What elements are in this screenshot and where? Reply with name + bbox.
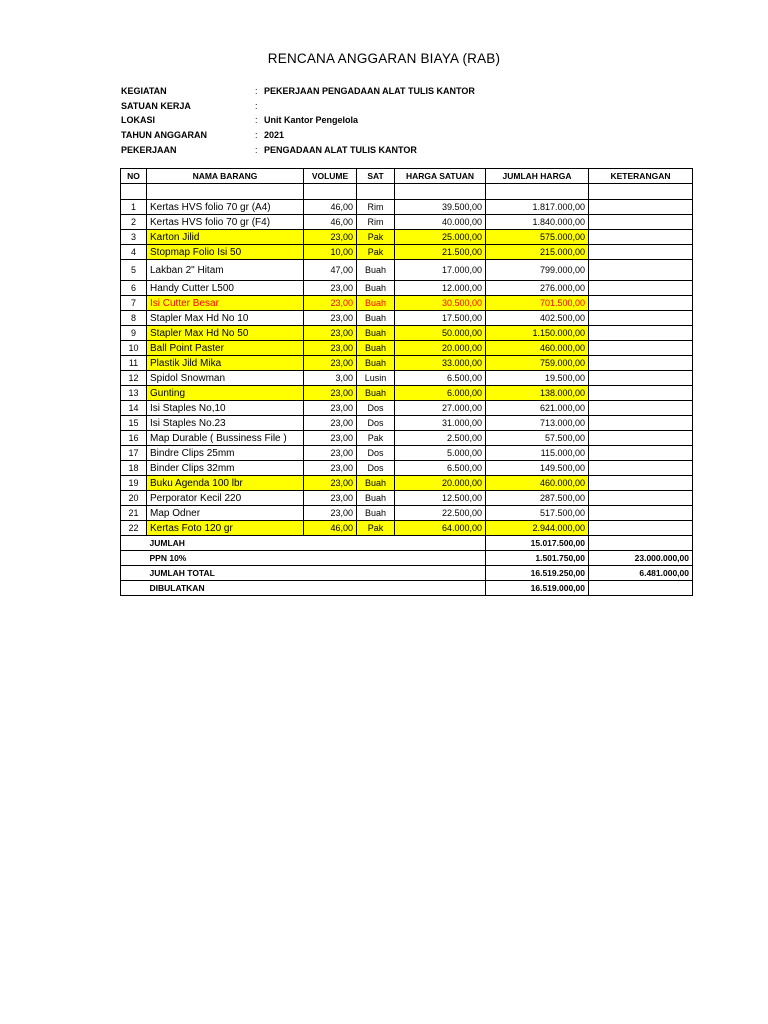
row-harga-satuan: 21.500,00 [395, 245, 486, 260]
row-keterangan [589, 506, 693, 521]
row-volume: 23,00 [304, 431, 357, 446]
row-volume: 23,00 [304, 461, 357, 476]
row-sat: Buah [357, 476, 395, 491]
info-label: SATUAN KERJA [121, 100, 191, 111]
empty-cell [589, 536, 693, 551]
row-keterangan [589, 341, 693, 356]
row-keterangan [589, 461, 693, 476]
empty-cell [395, 184, 486, 200]
row-nama-barang: Bindre Clips 25mm [147, 446, 304, 461]
row-volume: 3,00 [304, 371, 357, 386]
empty-cell [121, 184, 147, 200]
row-nama-barang: Isi Staples No,10 [147, 401, 304, 416]
table-row [121, 416, 693, 431]
empty-cell [121, 536, 147, 551]
spacer-row [121, 184, 693, 200]
jumlah-value: 15.017.500,00 [486, 536, 589, 551]
row-nama-barang: Stopmap Folio Isi 50 [147, 245, 304, 260]
row-nama-barang: Map Durable ( Bussiness File ) [147, 431, 304, 446]
empty-cell [147, 184, 304, 200]
row-sat: Pak [357, 521, 395, 536]
info-label: TAHUN ANGGARAN [121, 130, 207, 141]
row-harga-satuan: 6.500,00 [395, 461, 486, 476]
empty-cell [121, 566, 147, 581]
row-sat: Pak [357, 230, 395, 245]
row-sat: Buah [357, 356, 395, 371]
table-body [121, 184, 693, 536]
row-sat: Pak [357, 431, 395, 446]
empty-cell [121, 581, 147, 596]
table-row [121, 476, 693, 491]
info-row-lokasi [121, 113, 475, 128]
table-row [121, 326, 693, 341]
row-harga-satuan: 20.000,00 [395, 341, 486, 356]
info-value: PENGADAAN ALAT TULIS KANTOR [264, 144, 417, 155]
info-value: 2021 [264, 130, 285, 141]
row-jumlah-harga: 1.150.000,00 [486, 326, 589, 341]
row-harga-satuan: 17.000,00 [395, 260, 486, 281]
row-no: 2 [121, 215, 147, 230]
row-harga-satuan: 22.500,00 [395, 506, 486, 521]
row-no: 9 [121, 326, 147, 341]
row-no: 15 [121, 416, 147, 431]
jumlah-total-label: JUMLAH TOTAL [147, 566, 486, 581]
row-harga-satuan: 30.500,00 [395, 296, 486, 311]
row-nama-barang: Handy Cutter L500 [147, 281, 304, 296]
info-value: Unit Kantor Pengelola [264, 115, 359, 126]
row-nama-barang: Kertas HVS folio 70 gr (F4) [147, 215, 304, 230]
row-nama-barang: Isi Cutter Besar [147, 296, 304, 311]
row-no: 21 [121, 506, 147, 521]
row-no: 10 [121, 341, 147, 356]
jumlah-label: JUMLAH [147, 536, 486, 551]
info-colon: : [255, 130, 258, 141]
row-sat: Buah [357, 386, 395, 401]
row-volume: 23,00 [304, 386, 357, 401]
header-keterangan: KETERANGAN [589, 169, 693, 184]
table-row [121, 356, 693, 371]
row-volume: 47,00 [304, 260, 357, 281]
row-keterangan [589, 230, 693, 245]
table-row [121, 401, 693, 416]
info-block [121, 84, 475, 157]
row-sat: Rim [357, 200, 395, 215]
table-row [121, 521, 693, 536]
table-header-row [121, 169, 693, 184]
row-volume: 23,00 [304, 446, 357, 461]
row-volume: 23,00 [304, 401, 357, 416]
row-harga-satuan: 12.500,00 [395, 491, 486, 506]
info-colon: : [255, 100, 258, 111]
row-no: 18 [121, 461, 147, 476]
total-row-jumlah [121, 536, 693, 551]
row-sat: Rim [357, 215, 395, 230]
info-label: KEGIATAN [121, 86, 167, 96]
row-sat: Lusin [357, 371, 395, 386]
header-jumlah-harga: JUMLAH HARGA [486, 169, 589, 184]
row-no: 17 [121, 446, 147, 461]
row-no: 14 [121, 401, 147, 416]
row-sat: Buah [357, 506, 395, 521]
row-volume: 23,00 [304, 341, 357, 356]
table-row [121, 461, 693, 476]
info-label: PEKERJAAN [121, 144, 177, 155]
header-sat: SAT [357, 169, 395, 184]
row-keterangan [589, 281, 693, 296]
row-keterangan [589, 245, 693, 260]
row-jumlah-harga: 701.500,00 [486, 296, 589, 311]
row-volume: 10,00 [304, 245, 357, 260]
row-keterangan [589, 311, 693, 326]
jumlah-total-value: 16.519.250,00 [486, 566, 589, 581]
row-harga-satuan: 20.000,00 [395, 476, 486, 491]
row-volume: 23,00 [304, 230, 357, 245]
info-colon: : [255, 144, 258, 155]
row-keterangan [589, 371, 693, 386]
row-no: 16 [121, 431, 147, 446]
table-row [121, 341, 693, 356]
table-row [121, 296, 693, 311]
row-harga-satuan: 40.000,00 [395, 215, 486, 230]
budget-table [120, 168, 693, 596]
table-row [121, 491, 693, 506]
row-sat: Buah [357, 326, 395, 341]
info-label: LOKASI [121, 115, 156, 126]
info-value: PEKERJAAN PENGADAAN ALAT TULIS KANTOR [264, 86, 475, 96]
row-jumlah-harga: 759.000,00 [486, 356, 589, 371]
header-harga-satuan: HARGA SATUAN [395, 169, 486, 184]
row-harga-satuan: 33.000,00 [395, 356, 486, 371]
total-row-ppn [121, 551, 693, 566]
table-row [121, 260, 693, 281]
row-no: 20 [121, 491, 147, 506]
table-row [121, 215, 693, 230]
row-no: 6 [121, 281, 147, 296]
document-title: RENCANA ANGGARAN BIAYA (RAB) [267, 51, 501, 66]
row-sat: Buah [357, 296, 395, 311]
row-jumlah-harga: 460.000,00 [486, 341, 589, 356]
row-volume: 46,00 [304, 200, 357, 215]
row-nama-barang: Plastik Jild Mika [147, 356, 304, 371]
table-row [121, 506, 693, 521]
row-volume: 23,00 [304, 281, 357, 296]
totals-body [121, 536, 693, 596]
row-harga-satuan: 6.000,00 [395, 386, 486, 401]
row-jumlah-harga: 138.000,00 [486, 386, 589, 401]
row-nama-barang: Perporator Kecil 220 [147, 491, 304, 506]
info-row-tahun-anggaran [121, 128, 475, 143]
row-harga-satuan: 27.000,00 [395, 401, 486, 416]
row-keterangan [589, 200, 693, 215]
empty-cell [486, 184, 589, 200]
row-no: 11 [121, 356, 147, 371]
row-sat: Buah [357, 491, 395, 506]
row-keterangan [589, 356, 693, 371]
row-nama-barang: Map Odner [147, 506, 304, 521]
row-keterangan [589, 431, 693, 446]
row-no: 13 [121, 386, 147, 401]
row-volume: 23,00 [304, 296, 357, 311]
row-jumlah-harga: 621.000,00 [486, 401, 589, 416]
row-harga-satuan: 5.000,00 [395, 446, 486, 461]
table-row [121, 230, 693, 245]
total-row-jumlah-total [121, 566, 693, 581]
row-volume: 46,00 [304, 521, 357, 536]
row-volume: 23,00 [304, 311, 357, 326]
row-volume: 23,00 [304, 326, 357, 341]
row-no: 8 [121, 311, 147, 326]
row-sat: Buah [357, 311, 395, 326]
row-no: 5 [121, 260, 147, 281]
row-keterangan [589, 296, 693, 311]
header-no: NO [121, 169, 147, 184]
row-jumlah-harga: 115.000,00 [486, 446, 589, 461]
row-volume: 23,00 [304, 491, 357, 506]
row-nama-barang: Lakban 2" Hitam [147, 260, 304, 281]
empty-cell [121, 551, 147, 566]
table-row [121, 245, 693, 260]
row-volume: 46,00 [304, 215, 357, 230]
table-row [121, 386, 693, 401]
row-sat: Buah [357, 341, 395, 356]
row-keterangan [589, 215, 693, 230]
row-harga-satuan: 17.500,00 [395, 311, 486, 326]
row-jumlah-harga: 460.000,00 [486, 476, 589, 491]
ppn-label: PPN 10% [147, 551, 486, 566]
row-sat: Buah [357, 281, 395, 296]
row-jumlah-harga: 713.000,00 [486, 416, 589, 431]
row-sat: Dos [357, 461, 395, 476]
row-keterangan [589, 386, 693, 401]
ppn-keterangan: 23.000.000,00 [589, 551, 693, 566]
row-nama-barang: Ball Point Paster [147, 341, 304, 356]
row-jumlah-harga: 517.500,00 [486, 506, 589, 521]
row-harga-satuan: 31.000,00 [395, 416, 486, 431]
info-row-satuan-kerja [121, 99, 475, 114]
row-jumlah-harga: 276.000,00 [486, 281, 589, 296]
row-keterangan [589, 491, 693, 506]
row-nama-barang: Kertas Foto 120 gr [147, 521, 304, 536]
row-keterangan [589, 401, 693, 416]
empty-cell [304, 184, 357, 200]
row-keterangan [589, 416, 693, 431]
table-row [121, 446, 693, 461]
row-keterangan [589, 326, 693, 341]
empty-cell [589, 184, 693, 200]
row-jumlah-harga: 149.500,00 [486, 461, 589, 476]
row-keterangan [589, 260, 693, 281]
table-row [121, 431, 693, 446]
row-jumlah-harga: 1.840.000,00 [486, 215, 589, 230]
row-nama-barang: Karton Jilid [147, 230, 304, 245]
header-volume: VOLUME [304, 169, 357, 184]
row-harga-satuan: 6.500,00 [395, 371, 486, 386]
ppn-value: 1.501.750,00 [486, 551, 589, 566]
row-sat: Dos [357, 446, 395, 461]
dibulatkan-value: 16.519.000,00 [486, 581, 589, 596]
row-no: 4 [121, 245, 147, 260]
row-no: 12 [121, 371, 147, 386]
row-no: 1 [121, 200, 147, 215]
row-no: 7 [121, 296, 147, 311]
row-sat: Dos [357, 401, 395, 416]
total-row-dibulatkan [121, 581, 693, 596]
empty-cell [589, 581, 693, 596]
row-volume: 23,00 [304, 356, 357, 371]
row-nama-barang: Stapler Max Hd No 10 [147, 311, 304, 326]
row-harga-satuan: 50.000,00 [395, 326, 486, 341]
row-jumlah-harga: 1.817.000,00 [486, 200, 589, 215]
row-jumlah-harga: 575.000,00 [486, 230, 589, 245]
row-nama-barang: Binder Clips 32mm [147, 461, 304, 476]
row-volume: 23,00 [304, 476, 357, 491]
dibulatkan-label: DIBULATKAN [147, 581, 486, 596]
row-jumlah-harga: 799.000,00 [486, 260, 589, 281]
info-colon: : [255, 86, 258, 96]
row-keterangan [589, 521, 693, 536]
row-jumlah-harga: 402.500,00 [486, 311, 589, 326]
row-sat: Pak [357, 245, 395, 260]
table-row [121, 281, 693, 296]
table-row [121, 311, 693, 326]
empty-cell [357, 184, 395, 200]
info-row-pekerjaan [121, 143, 475, 158]
row-jumlah-harga: 19.500,00 [486, 371, 589, 386]
row-no: 19 [121, 476, 147, 491]
row-volume: 23,00 [304, 416, 357, 431]
row-jumlah-harga: 215.000,00 [486, 245, 589, 260]
row-keterangan [589, 476, 693, 491]
row-nama-barang: Spidol Snowman [147, 371, 304, 386]
info-row-kegiatan [121, 84, 475, 99]
row-nama-barang: Gunting [147, 386, 304, 401]
row-nama-barang: Buku Agenda 100 lbr [147, 476, 304, 491]
table-row [121, 200, 693, 215]
jumlah-total-keterangan: 6.481.000,00 [589, 566, 693, 581]
row-jumlah-harga: 2.944.000,00 [486, 521, 589, 536]
row-nama-barang: Stapler Max Hd No 50 [147, 326, 304, 341]
row-nama-barang: Kertas HVS folio 70 gr (A4) [147, 200, 304, 215]
row-volume: 23,00 [304, 506, 357, 521]
row-sat: Dos [357, 416, 395, 431]
row-nama-barang: Isi Staples No.23 [147, 416, 304, 431]
row-harga-satuan: 64.000,00 [395, 521, 486, 536]
row-harga-satuan: 12.000,00 [395, 281, 486, 296]
row-harga-satuan: 25.000,00 [395, 230, 486, 245]
info-colon: : [255, 115, 258, 126]
row-keterangan [589, 446, 693, 461]
row-jumlah-harga: 287.500,00 [486, 491, 589, 506]
row-no: 22 [121, 521, 147, 536]
row-no: 3 [121, 230, 147, 245]
table-row [121, 371, 693, 386]
row-jumlah-harga: 57.500,00 [486, 431, 589, 446]
row-harga-satuan: 2.500,00 [395, 431, 486, 446]
header-nama-barang: NAMA BARANG [147, 169, 304, 184]
row-sat: Buah [357, 260, 395, 281]
row-harga-satuan: 39.500,00 [395, 200, 486, 215]
